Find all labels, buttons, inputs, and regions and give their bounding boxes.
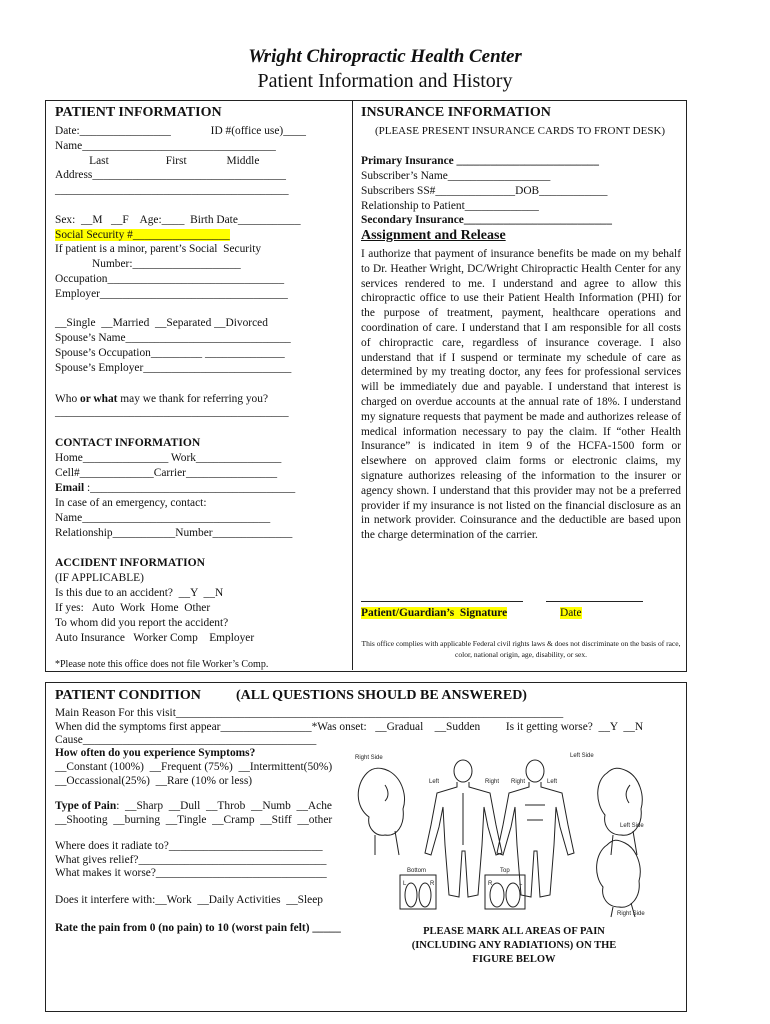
label-back-right: Right xyxy=(485,779,500,785)
patient-info-line[interactable]: Date:________________ ID #(office use)____ xyxy=(55,125,306,137)
workers-comp-note: *Please note this office does not file Worker’s Comp. xyxy=(55,659,269,670)
nondiscrimination-notice: This office complies with applicable Federal civil rights laws & does not discriminate on the basis of race, color, national origin, age, disability, or sex. xyxy=(361,639,681,659)
contact-info-heading: CONTACT INFORMATION xyxy=(55,436,201,449)
radiate-line[interactable]: What gives relief?_________________________________ xyxy=(55,853,327,866)
patient-info-line[interactable]: __Single __Married __Separated __Divorced xyxy=(55,317,268,330)
pain-type-line[interactable] xyxy=(55,799,332,813)
patient-info-line[interactable]: Address__________________________________ xyxy=(55,169,286,182)
patient-info-line[interactable]: Sex: __M __F Age:____ Birth Date___________ xyxy=(55,213,301,226)
head-left-side-icon xyxy=(598,768,643,855)
pain-type-line-2[interactable]: __Shooting __burning __Tingle __Cramp __Stiff __other xyxy=(55,814,333,826)
social-security-field[interactable] xyxy=(55,228,230,242)
label-bottom: Bottom xyxy=(407,868,427,874)
patient-info-line[interactable]: Spouse’s Employer__________________________ xyxy=(55,361,292,374)
patient-info-line[interactable]: Name__________________________________ xyxy=(55,139,276,152)
email-blank: :____________________________________ xyxy=(84,482,296,494)
label-top-l: L xyxy=(519,881,523,887)
frequency-line[interactable]: __Occassional(25%) __Rare (10% or less) xyxy=(55,775,253,787)
insurance-info-heading: INSURANCE INFORMATION xyxy=(361,105,551,120)
patient-info-heading: PATIENT INFORMATION xyxy=(55,105,222,120)
primary-insurance-field[interactable]: Primary Insurance _________________________ xyxy=(361,155,599,167)
signature-label-text: Patient/Guardian’s Signature xyxy=(361,607,508,619)
label-front-left: Left xyxy=(547,779,558,785)
insurance-line[interactable]: Subscriber’s Name__________________ xyxy=(361,170,551,182)
referral-bold: or what xyxy=(80,393,118,405)
signature-line[interactable] xyxy=(361,601,523,602)
accident-info-line: (IF APPLICABLE) xyxy=(55,572,144,584)
head-right-side-icon xyxy=(358,768,404,855)
radiate-line[interactable]: What makes it worse?______________________________ xyxy=(55,867,327,879)
contact-info-line[interactable]: Relationship___________Number______________ xyxy=(55,527,293,539)
social-security-label: Social Security #_________________ xyxy=(55,229,230,241)
patient-info-line[interactable]: Number:___________________ xyxy=(55,258,241,271)
insurance-line[interactable]: Relationship to Patient_____________ xyxy=(361,199,539,212)
label-right-side: Right Side xyxy=(355,755,383,761)
patient-info-line: Last First Middle xyxy=(55,154,260,167)
label-top-r: R xyxy=(488,881,493,887)
label-right-side-2: Right Side xyxy=(617,911,645,917)
patient-info-line[interactable]: Employer_________________________________ xyxy=(55,287,288,300)
contact-info-line: In case of an emergency, contact: xyxy=(55,497,207,509)
pain-type-label: Type of Pain xyxy=(55,800,117,812)
referral-question xyxy=(55,392,268,406)
label-front-right: Right xyxy=(511,779,526,785)
form-title: Patient Information and History xyxy=(257,70,513,92)
referral-post: may we thank for referring you? xyxy=(117,393,269,405)
label-left-side: Left Side xyxy=(570,753,594,759)
frequency-heading: How often do you experience Symptoms? xyxy=(55,747,256,759)
label-left-side-2: Left Side xyxy=(620,823,644,829)
assignment-paragraph: I authorize that payment of insurance benefits be made on my behalf to Dr. Heather Wright, DC/Wright Chiropractic Health Center for any services rendered to me. I understand and agree to allow this chiropractic office to use their Patient Health Information (PHI) for the purpose of treatment, payment, healthcare operations and coordination of care. I understand that I am responsible for all costs of chiropractic care, regardless of insurance coverage. I also understand that if I suspend or terminate my schedule of care as determined by my treating doctor, any fees for professional services will be immediately due and payable. I understand that interest is charged on overdue accounts at the annual rate of 18%. I understand my signature requests that payment be made and authorizes release of medical information necessary to pay the claim. If “other Health Insurance” is indicated in item 9 of the HCFA-1500 form or elsewhere on approved claim forms or electronic claims, my signature authorizes releasing of the information to the insurer or agency shown. I understand that this provider may not be a preferred provider if my insurance is not listed on the financial disclosure as an in network provider. Coinsurance and the deductible are based upon the charge determination of the carrier. xyxy=(361,248,681,542)
patient-info-line[interactable]: _________________________________________ xyxy=(55,406,289,419)
insurance-notice: (PLEASE PRESENT INSURANCE CARDS TO FRONT DESK) xyxy=(374,125,666,137)
date-label-text: Date xyxy=(560,607,582,619)
section-divider xyxy=(352,100,353,670)
insurance-line[interactable]: Subscribers SS#______________DOB____________ xyxy=(361,184,608,197)
assignment-heading: Assignment and Release xyxy=(361,228,506,243)
pain-type-options: : __Sharp __Dull __Throb __Numb __Ache xyxy=(116,800,332,812)
contact-info-line[interactable]: Cell#_____________Carrier________________ xyxy=(55,467,278,479)
contact-info-line[interactable]: Name_________________________________ xyxy=(55,512,271,524)
body-diagram[interactable] xyxy=(345,745,680,920)
frequency-line[interactable]: __Constant (100%) __Frequent (75%) __Intermittent(50%) xyxy=(55,761,333,773)
condition-line[interactable]: Cause_________________________________________ xyxy=(55,734,317,746)
accident-info-line: If yes: Auto Work Home Other xyxy=(55,602,211,614)
clinic-name: Wright Chiropractic Health Center xyxy=(248,46,522,67)
patient-info-line: If patient is a minor, parent’s Social Security xyxy=(55,243,262,256)
label-r: R xyxy=(430,881,435,887)
condition-line[interactable]: Main Reason For this visit____________________________________________________________________ xyxy=(55,707,564,719)
accident-info-line[interactable]: Is this due to an accident? __Y __N xyxy=(55,587,224,599)
date-line[interactable] xyxy=(546,601,643,602)
patient-info-line[interactable]: Occupation_______________________________ xyxy=(55,273,285,285)
secondary-insurance-field[interactable]: Secondary Insurance__________________________ xyxy=(361,214,612,226)
signature-label xyxy=(361,606,507,620)
head-top-view-icon xyxy=(597,840,641,917)
date-label xyxy=(560,606,582,620)
referral-pre: Who xyxy=(55,393,80,405)
patient-info-line[interactable]: Spouse’s Name_____________________________ xyxy=(55,332,291,345)
accident-info-heading: ACCIDENT INFORMATION xyxy=(55,556,205,569)
label-l: L xyxy=(403,881,407,887)
figure-instruction: PLEASE MARK ALL AREAS OF PAIN (INCLUDING ANY RADIATIONS) ON THE FIGURE BELOW xyxy=(411,926,617,965)
label-top: Top xyxy=(500,868,510,874)
contact-info-line[interactable]: Home_______________ Work_______________ xyxy=(55,452,282,464)
condition-heading-note: (ALL QUESTIONS SHOULD BE ANSWERED) xyxy=(236,688,527,703)
condition-heading: PATIENT CONDITION xyxy=(55,688,201,703)
email-label: Email xyxy=(55,482,85,494)
interfere-line[interactable]: Does it interfere with:__Work __Daily Activities __Sleep xyxy=(55,894,323,906)
email-field[interactable] xyxy=(55,481,295,495)
body-front-figure xyxy=(497,760,574,897)
condition-line[interactable]: When did the symptoms first appear________________*Was onset: __Gradual __Sudden Is it getting worse? __Y __N xyxy=(55,720,644,733)
label-back-left: Left xyxy=(429,779,440,785)
accident-info-line: To whom did you report the accident? xyxy=(55,617,229,629)
patient-info-line[interactable]: Spouse’s Occupation_________ ______________ xyxy=(55,347,285,359)
pain-rating-line[interactable]: Rate the pain from 0 (no pain) to 10 (worst pain felt) _____ xyxy=(55,922,341,934)
accident-info-line: Auto Insurance Worker Comp Employer xyxy=(55,632,255,644)
patient-info-line[interactable]: _________________________________________ xyxy=(55,184,289,197)
radiate-line[interactable]: Where does it radiate to?___________________________ xyxy=(55,840,323,852)
